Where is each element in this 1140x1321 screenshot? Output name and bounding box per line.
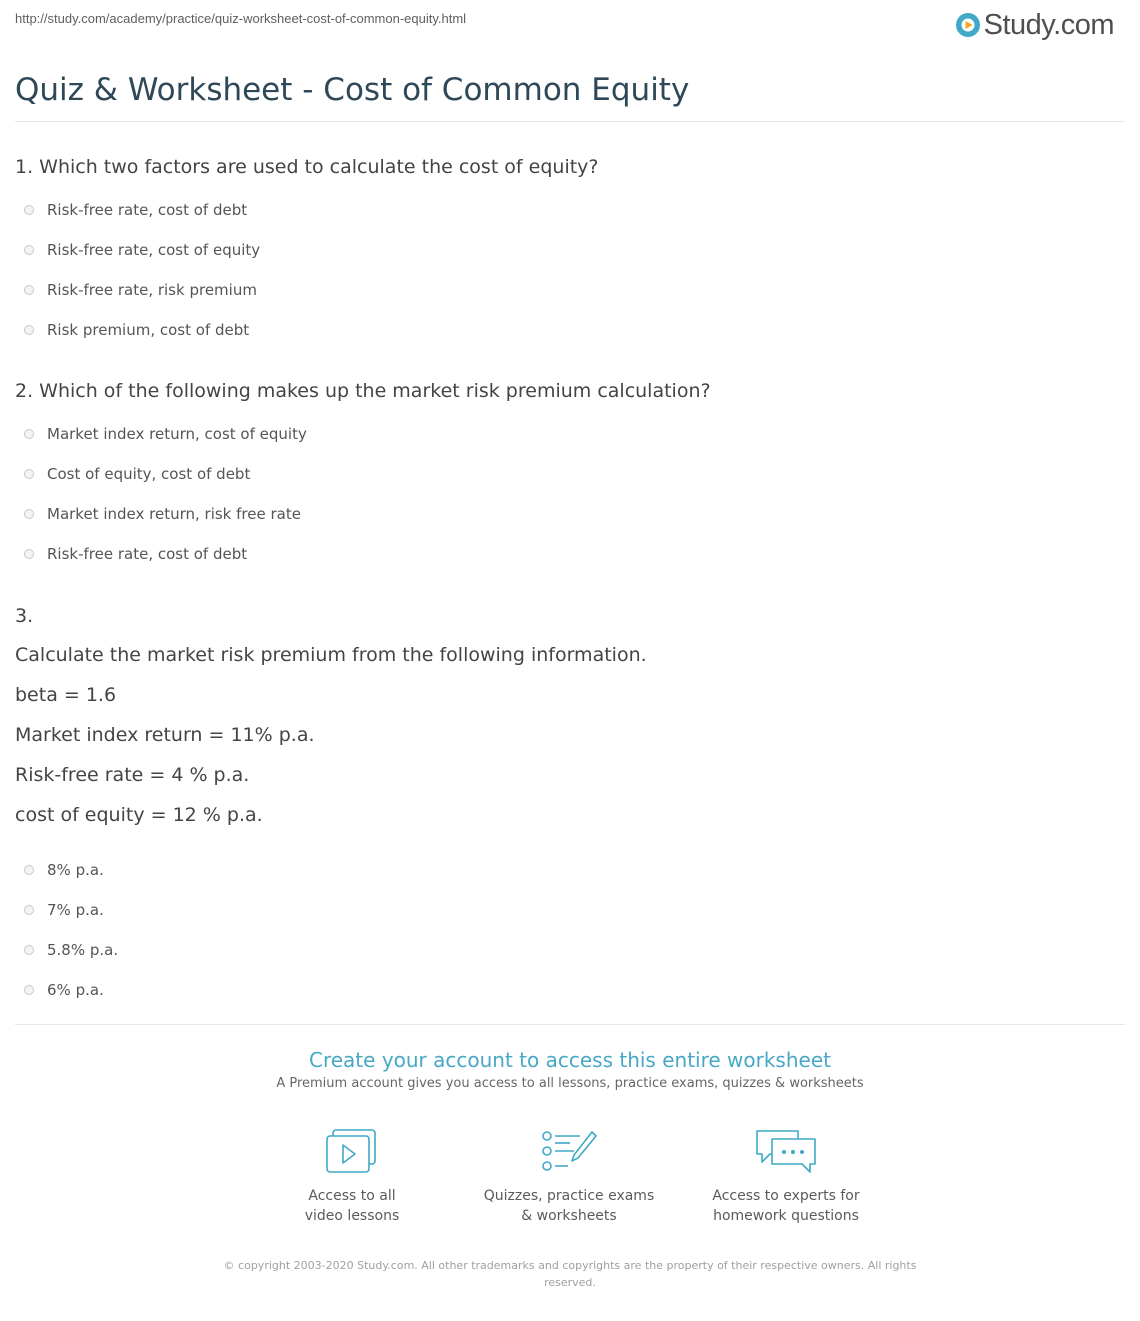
feature-label-line: Quizzes, practice exams (483, 1188, 655, 1204)
copyright-footer: © copyright 2003-2020 Study.com. All other trademarks and copyrights are the property of their respective owners. All rights reserved. (223, 1259, 917, 1289)
answer-option[interactable] (15, 898, 1115, 922)
radio-button[interactable] (24, 469, 34, 479)
page-title: Quiz & Worksheet - Cost of Common Equity (15, 72, 690, 108)
feature-label-line: Access to all (308, 1188, 396, 1204)
question-2-text: 2. Which of the following makes up the market risk premium calculation? (15, 380, 711, 402)
question-3-given-beta: beta = 1.6 (15, 684, 117, 706)
content-divider (15, 1024, 1125, 1025)
title-divider (15, 121, 1125, 122)
answer-label: Market index return, cost of equity (47, 425, 307, 443)
answer-label: 5.8% p.a. (47, 941, 119, 959)
radio-button[interactable] (24, 549, 34, 559)
feature-label-line: & worksheets (521, 1208, 617, 1224)
question-2 (15, 378, 1115, 582)
answer-option[interactable] (15, 422, 1115, 446)
answer-label: Risk-free rate, cost of debt (47, 545, 248, 563)
radio-button[interactable] (24, 509, 34, 519)
study-logo[interactable] (955, 8, 1114, 42)
radio-button[interactable] (24, 865, 34, 875)
answer-option[interactable] (15, 542, 1115, 566)
question-3 (15, 603, 1115, 1018)
answer-option[interactable] (15, 318, 1115, 342)
chat-bubbles-icon (754, 1128, 818, 1174)
question-3-given-risk-free-rate: Risk-free rate = 4 % p.a. (15, 764, 250, 786)
radio-button[interactable] (24, 325, 34, 335)
feature-experts (686, 1128, 886, 1226)
radio-button[interactable] (24, 945, 34, 955)
url-bar[interactable]: http://study.com/academy/practice/quiz-worksheet-cost-of-common-equity.html (15, 11, 467, 26)
feature-video-lessons (252, 1128, 452, 1226)
answer-label: Cost of equity, cost of debt (47, 465, 251, 483)
question-3-options (15, 858, 1115, 1002)
radio-button[interactable] (24, 245, 34, 255)
feature-label-line: homework questions (713, 1208, 859, 1224)
question-1-options (15, 198, 1115, 342)
feature-label-line: video lessons (304, 1208, 400, 1224)
answer-option[interactable] (15, 462, 1115, 486)
radio-button[interactable] (24, 285, 34, 295)
answer-option[interactable] (15, 238, 1115, 262)
question-3-given-market-return: Market index return = 11% p.a. (15, 724, 315, 746)
answer-label: Risk-free rate, cost of equity (47, 241, 261, 259)
study-logo-text: Study.com (983, 8, 1114, 41)
quiz-checklist-icon (540, 1128, 598, 1174)
answer-option[interactable] (15, 502, 1115, 526)
answer-label: 6% p.a. (47, 981, 104, 999)
answer-label: 7% p.a. (47, 901, 104, 919)
video-lessons-icon (325, 1128, 379, 1174)
feature-quizzes (469, 1128, 669, 1226)
answer-option[interactable] (15, 198, 1115, 222)
radio-button[interactable] (24, 205, 34, 215)
answer-label: Risk-free rate, cost of debt (47, 201, 248, 219)
promo-subheading: A Premium account gives you access to all lessons, practice exams, quizzes & worksheets (276, 1076, 864, 1091)
question-2-options (15, 422, 1115, 566)
question-3-given-cost-of-equity: cost of equity = 12 % p.a. (15, 804, 263, 826)
radio-button[interactable] (24, 905, 34, 915)
answer-label: 8% p.a. (47, 861, 104, 879)
feature-label-line: Access to experts for (712, 1188, 860, 1204)
study-logo-icon (955, 12, 981, 38)
answer-option[interactable] (15, 938, 1115, 962)
answer-label: Market index return, risk free rate (47, 505, 301, 523)
question-3-number: 3. (15, 605, 34, 627)
premium-promo (0, 1046, 1140, 1091)
question-3-text: Calculate the market risk premium from the following information. (15, 644, 647, 666)
create-account-link[interactable]: Create your account to access this entire worksheet (309, 1048, 831, 1072)
answer-option[interactable] (15, 278, 1115, 302)
answer-option[interactable] (15, 858, 1115, 882)
radio-button[interactable] (24, 985, 34, 995)
answer-label: Risk premium, cost of debt (47, 321, 250, 339)
radio-button[interactable] (24, 429, 34, 439)
question-1-text: 1. Which two factors are used to calculate the cost of equity? (15, 156, 599, 178)
question-1 (15, 154, 1115, 358)
answer-option[interactable] (15, 978, 1115, 1002)
answer-label: Risk-free rate, risk premium (47, 281, 257, 299)
